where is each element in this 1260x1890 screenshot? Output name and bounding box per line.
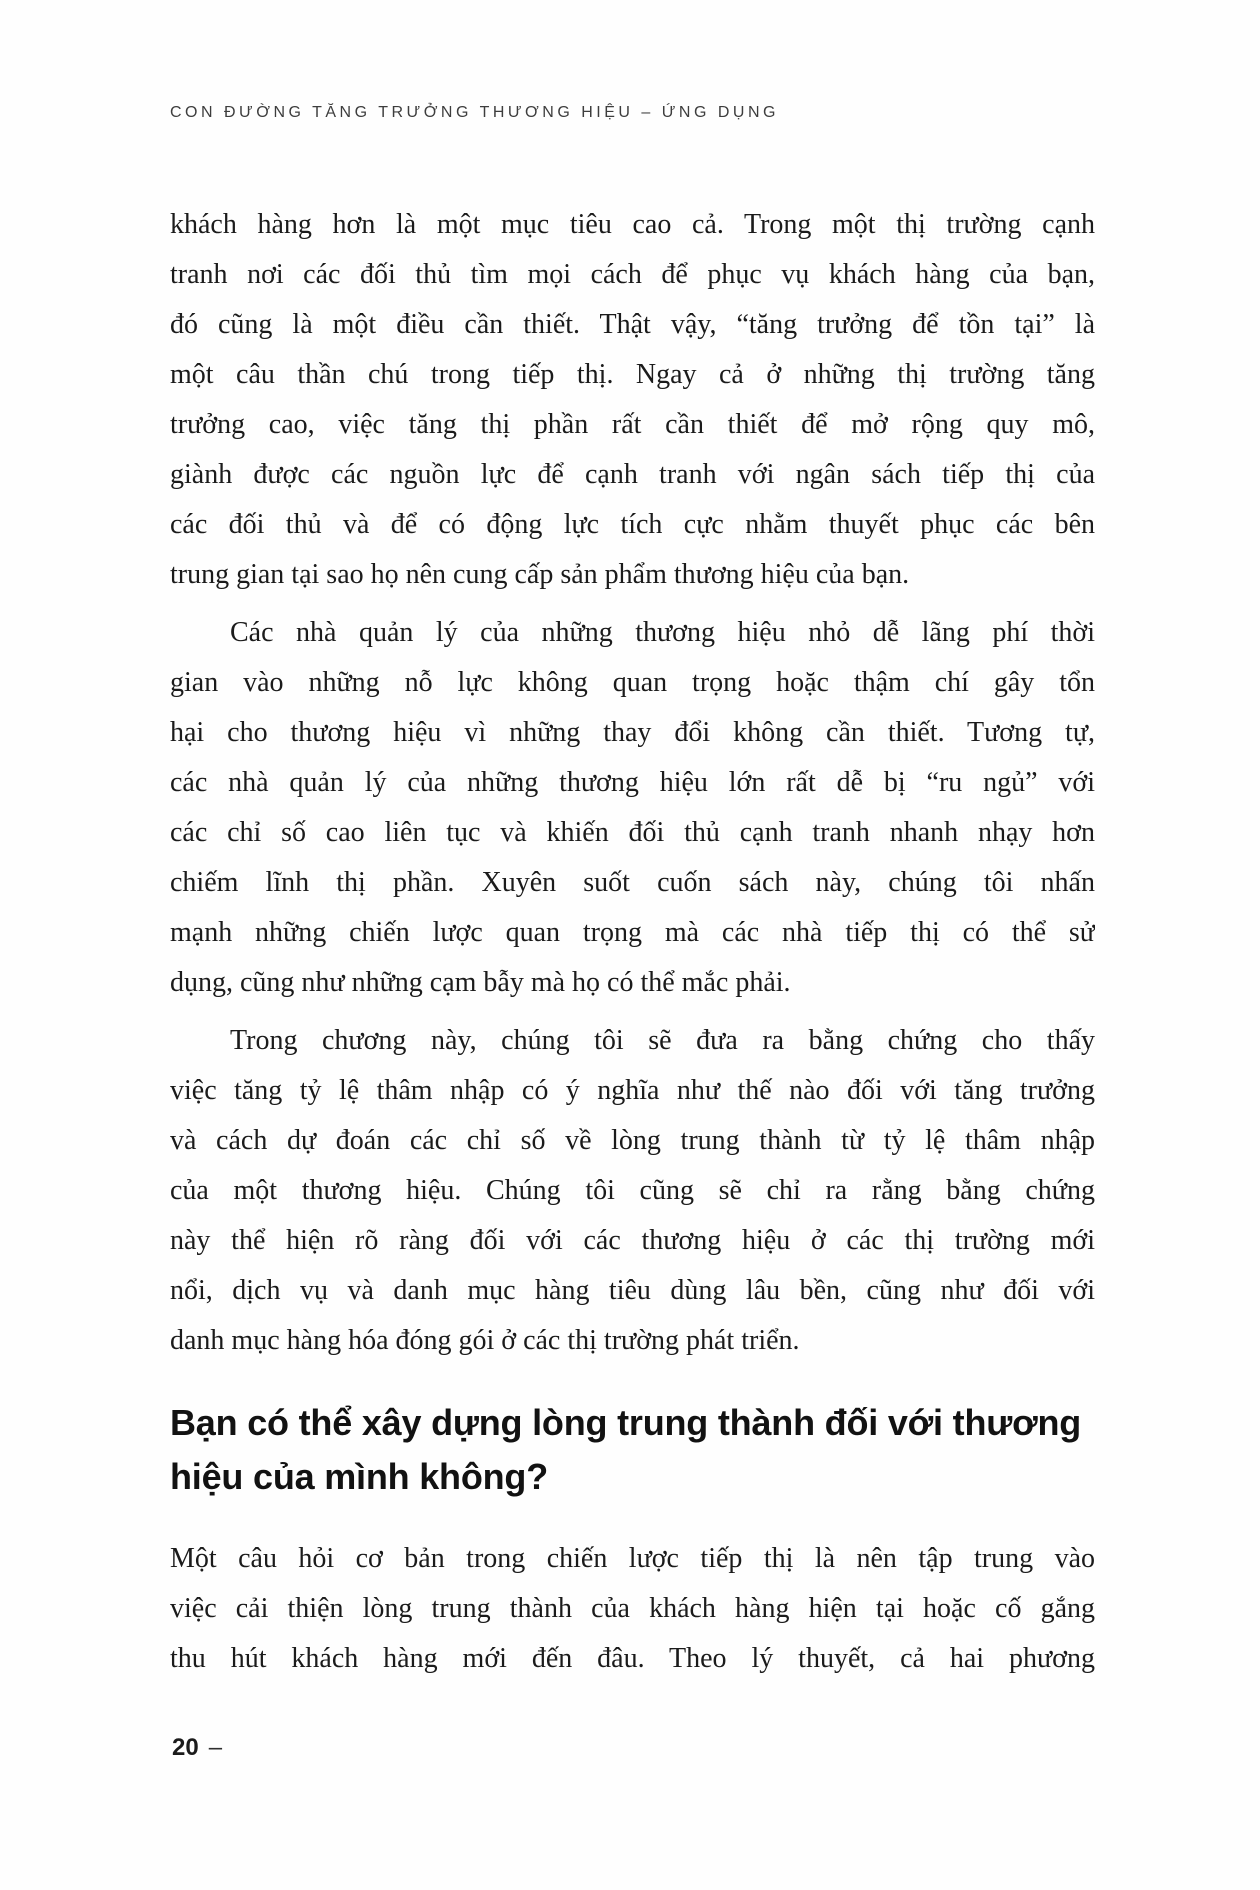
paragraph (170, 608, 1095, 1008)
page-number: 20 (172, 1734, 199, 1761)
page-footer (172, 1734, 222, 1762)
paragraph (170, 200, 1095, 600)
text-line: các chỉ số cao liên tục và khiến đối thủ cạnh tranh nhanh nhạy hơn (170, 817, 1095, 848)
text-line: gian vào những nỗ lực không quan trọng hoặc thậm chí gây tổn (170, 667, 1095, 698)
paragraph (170, 1016, 1095, 1366)
text-line: việc cải thiện lòng trung thành của khách hàng hiện tại hoặc cố gắng (170, 1593, 1095, 1624)
text-line: danh mục hàng hóa đóng gói ở các thị trường phát triển. (170, 1325, 800, 1356)
text-line: thu hút khách hàng mới đến đâu. Theo lý thuyết, cả hai phương (170, 1643, 1095, 1674)
text-line: các nhà quản lý của những thương hiệu lớn rất dễ bị “ru ngủ” với (170, 767, 1095, 798)
text-line: việc tăng tỷ lệ thâm nhập có ý nghĩa như thế nào đối với tăng trưởng (170, 1075, 1095, 1106)
section-heading-line: hiệu của mình không? (170, 1456, 549, 1497)
text-line: dụng, cũng như những cạm bẫy mà họ có thể mắc phải. (170, 967, 791, 998)
text-line: trung gian tại sao họ nên cung cấp sản phẩm thương hiệu của bạn. (170, 559, 910, 590)
text-line: và cách dự đoán các chỉ số về lòng trung thành từ tỷ lệ thâm nhập (170, 1125, 1095, 1156)
text-line: Các nhà quản lý của những thương hiệu nhỏ dễ lãng phí thời (230, 617, 1095, 648)
text-line: đó cũng là một điều cần thiết. Thật vậy, “tăng trưởng để tồn tại” là (170, 309, 1095, 340)
section-heading (170, 1396, 1095, 1504)
text-line: nổi, dịch vụ và danh mục hàng tiêu dùng lâu bền, cũng như đối với (170, 1275, 1095, 1306)
paragraph (170, 1534, 1095, 1684)
text-line: khách hàng hơn là một mục tiêu cao cả. Trong một thị trường cạnh (170, 209, 1095, 240)
text-line: mạnh những chiến lược quan trọng mà các nhà tiếp thị có thể sử (170, 917, 1095, 948)
running-head: CON ĐƯỜNG TĂNG TRƯỞNG THƯƠNG HIỆU – ỨNG DỤNG (170, 104, 779, 121)
text-line: trưởng cao, việc tăng thị phần rất cần thiết để mở rộng quy mô, (170, 409, 1095, 440)
text-line: chiếm lĩnh thị phần. Xuyên suốt cuốn sách này, chúng tôi nhấn (170, 867, 1095, 898)
body-text (170, 200, 1095, 1692)
text-line: Một câu hỏi cơ bản trong chiến lược tiếp thị là nên tập trung vào (170, 1543, 1095, 1574)
text-line: này thể hiện rõ ràng đối với các thương hiệu ở các thị trường mới (170, 1225, 1095, 1256)
text-line: các đối thủ và để có động lực tích cực nhằm thuyết phục các bên (170, 509, 1095, 540)
section-heading-line: Bạn có thể xây dựng lòng trung thành đối với thương (170, 1402, 1082, 1443)
text-line: giành được các nguồn lực để cạnh tranh với ngân sách tiếp thị của (170, 459, 1095, 490)
text-line: Trong chương này, chúng tôi sẽ đưa ra bằng chứng cho thấy (230, 1025, 1095, 1056)
page-number-dash: – (208, 1734, 223, 1761)
text-line: một câu thần chú trong tiếp thị. Ngay cả ở những thị trường tăng (170, 359, 1095, 390)
text-line: hại cho thương hiệu vì những thay đổi không cần thiết. Tương tự, (170, 717, 1095, 748)
text-line: tranh nơi các đối thủ tìm mọi cách để phục vụ khách hàng của bạn, (170, 259, 1095, 290)
text-line: của một thương hiệu. Chúng tôi cũng sẽ chỉ ra rằng bằng chứng (170, 1175, 1095, 1206)
